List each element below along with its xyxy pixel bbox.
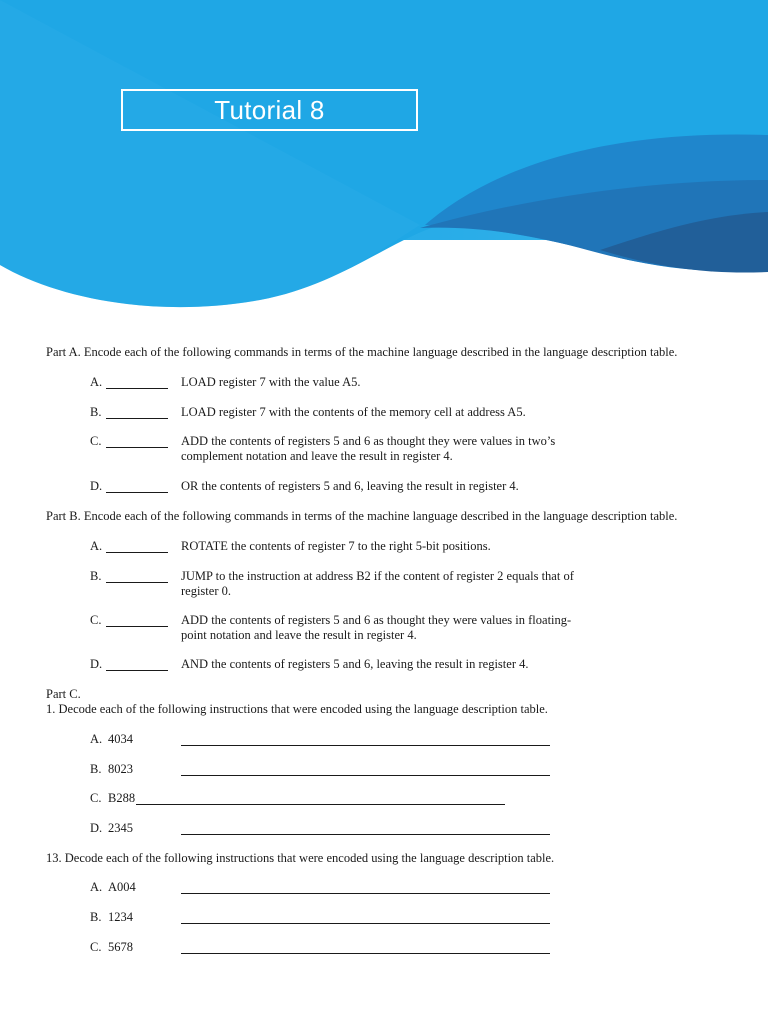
part-b-item-b-text-line-1: JUMP to the instruction at address B2 if the content of register 2 equals that of bbox=[181, 569, 574, 583]
part-b-item-b-text-line-2: register 0. bbox=[181, 584, 231, 598]
part-c-q13-item-a-code: A004 bbox=[108, 880, 136, 894]
part-c-q1-item-d-code: 2345 bbox=[108, 821, 133, 835]
part-a-item-c-text-line-1: ADD the contents of registers 5 and 6 as thought they were values in two’s bbox=[181, 434, 556, 448]
part-a-item-a-text: LOAD register 7 with the value A5. bbox=[181, 375, 361, 389]
part-c-q13-item-a-answer-line[interactable] bbox=[181, 893, 550, 894]
part-a-item-b-letter: B. bbox=[90, 405, 102, 419]
part-c-q13-item-c-answer-line[interactable] bbox=[181, 953, 550, 954]
part-b-heading: Part B. Encode each of the following commands in terms of the machine language described in the language description table. bbox=[46, 509, 678, 523]
part-a-item-d-answer-line[interactable] bbox=[106, 492, 168, 493]
part-a-item-d-letter: D. bbox=[90, 479, 103, 493]
part-c-q13-item-b-letter: B. bbox=[90, 910, 102, 924]
part-c-q13-item-c-letter: C. bbox=[90, 940, 102, 954]
part-c-q1-item-b-code: 8023 bbox=[108, 762, 133, 776]
part-c-q13-item-b-answer-line[interactable] bbox=[181, 923, 550, 924]
part-b-item-d-answer-line[interactable] bbox=[106, 670, 168, 671]
part-c-q1-item-b-answer-line[interactable] bbox=[181, 775, 550, 776]
part-c-q13-item-a-letter: A. bbox=[90, 880, 103, 894]
part-b-item-b-answer-line[interactable] bbox=[106, 582, 168, 583]
part-a-item-a-answer-line[interactable] bbox=[106, 388, 168, 389]
part-c-q1-item-c-letter: C. bbox=[90, 791, 102, 805]
part-c-heading: Part C. bbox=[46, 687, 81, 701]
part-c-q13-heading: 13. Decode each of the following instructions that were encoded using the language description table. bbox=[46, 851, 555, 865]
part-c-q1-item-c-answer-line[interactable] bbox=[136, 804, 505, 805]
part-b-item-a-text: ROTATE the contents of register 7 to the right 5-bit positions. bbox=[181, 539, 491, 553]
part-c-q1-item-d-letter: D. bbox=[90, 821, 103, 835]
part-c-q1-item-a-letter: A. bbox=[90, 732, 103, 746]
part-c-q13-item-c-code: 5678 bbox=[108, 940, 133, 954]
part-c-q1-item-a-answer-line[interactable] bbox=[181, 745, 550, 746]
part-b-item-c-answer-line[interactable] bbox=[106, 626, 168, 627]
part-c-q13-item-b-code: 1234 bbox=[108, 910, 133, 924]
part-c-q1-heading: 1. Decode each of the following instructions that were encoded using the language description table. bbox=[46, 702, 548, 716]
part-b-item-b-letter: B. bbox=[90, 569, 102, 583]
part-a-item-d-text: OR the contents of registers 5 and 6, leaving the result in register 4. bbox=[181, 479, 519, 493]
part-c-q1-item-d-answer-line[interactable] bbox=[181, 834, 550, 835]
part-c-q1-item-a-code: 4034 bbox=[108, 732, 133, 746]
part-a-item-c-text-line-2: complement notation and leave the result in register 4. bbox=[181, 449, 453, 463]
part-a-item-a-letter: A. bbox=[90, 375, 103, 389]
part-b-item-c-text-line-2: point notation and leave the result in register 4. bbox=[181, 628, 417, 642]
part-b-item-a-answer-line[interactable] bbox=[106, 552, 168, 553]
part-a-item-b-answer-line[interactable] bbox=[106, 418, 168, 419]
part-a-heading: Part A. Encode each of the following commands in terms of the machine language described in the language description table. bbox=[46, 345, 678, 359]
part-a-item-b-text: LOAD register 7 with the contents of the memory cell at address A5. bbox=[181, 405, 526, 419]
part-b-item-c-letter: C. bbox=[90, 613, 102, 627]
part-b-item-d-text: AND the contents of registers 5 and 6, leaving the result in register 4. bbox=[181, 657, 529, 671]
part-c-q1-item-b-letter: B. bbox=[90, 762, 102, 776]
part-a-item-c-letter: C. bbox=[90, 434, 102, 448]
part-a-item-c-answer-line[interactable] bbox=[106, 447, 168, 448]
part-c-q1-item-c-code: B288 bbox=[108, 791, 136, 805]
part-b-item-d-letter: D. bbox=[90, 657, 103, 671]
part-b-item-c-text-line-1: ADD the contents of registers 5 and 6 as thought they were values in floating- bbox=[181, 613, 572, 627]
page-title: Tutorial 8 bbox=[214, 94, 325, 125]
part-b-item-a-letter: A. bbox=[90, 539, 103, 553]
